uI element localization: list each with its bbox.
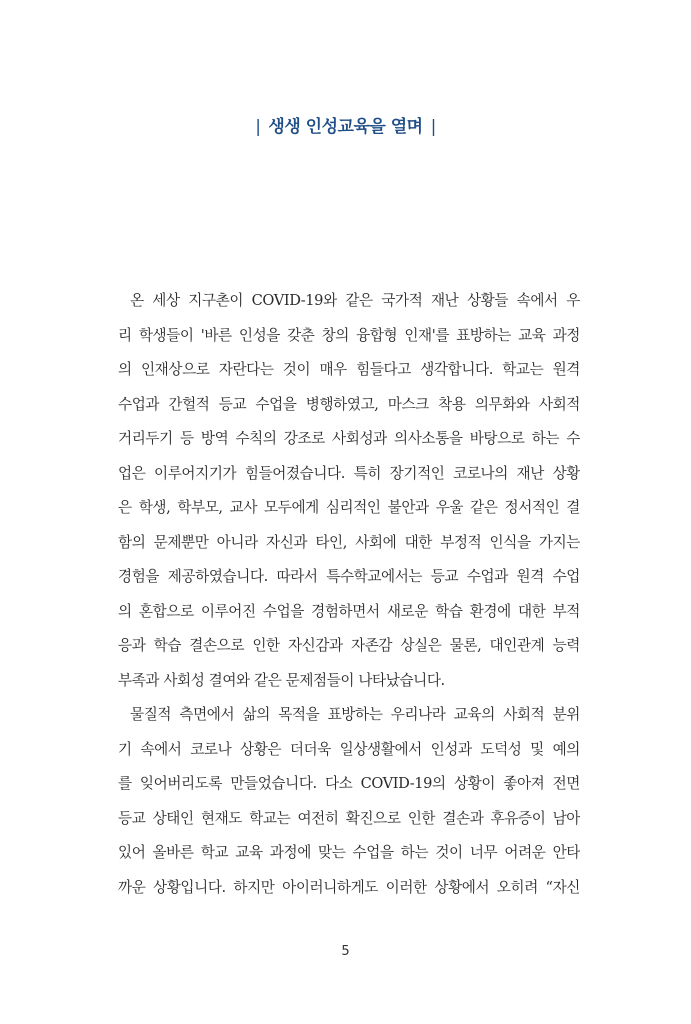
text-line: 리 학생들이 '바른 인성을 갖춘 창의 융합형 인재'를 표방하는 교육 과정: [118, 326, 580, 344]
text-line: 수업과 간헐적 등교 수업을 병행하였고, 마스크 착용 의무화와 사회적: [118, 395, 580, 413]
paragraph-2: [118, 698, 580, 905]
text-line: 함의 문제뿐만 아니라 자신과 타인, 사회에 대한 부정적 인식을 가지는: [118, 533, 580, 551]
page-number: 5: [341, 944, 350, 959]
text-line: 의 혼합으로 이루어진 수업을 경험하면서 새로운 학습 환경에 대한 부적: [118, 602, 580, 620]
text-line: 의 인재상으로 자란다는 것이 매우 힘들다고 생각합니다. 학교는 원격: [118, 361, 580, 378]
text-line: 은 학생, 학부모, 교사 모두에게 심리적인 불안과 우울 같은 정서적인 결: [118, 499, 580, 516]
body-text: [118, 284, 580, 905]
title-bar-left: |: [255, 117, 261, 137]
text-line: 까운 상황입니다. 하지만 아이러니하게도 이러한 상황에서 오히려 “자신: [118, 878, 580, 896]
text-line: 경험을 제공하였습니다. 따라서 특수학교에서는 등교 수업과 원격 수업: [118, 568, 580, 585]
text-line: 업은 이루어지기가 힘들어졌습니다. 특히 장기적인 코로나의 재난 상황: [118, 464, 580, 482]
text-line: 있어 올바른 학교 교육 과정에 맞는 수업을 하는 것이 너무 어려운 안타: [118, 844, 580, 861]
text-line: 부족과 사회성 결여와 같은 문제점들이 나타났습니다.: [118, 671, 445, 689]
text-line: 기 속에서 코로나 상황은 더더욱 일상생활에서 인성과 도덕성 및 예의: [118, 740, 580, 758]
text-line: 등교 상태인 현재도 학교는 여전히 확진으로 인한 결손과 후유증이 남아: [118, 809, 580, 827]
text-line: 거리두기 등 방역 수칙의 강조로 사회성과 의사소통을 바탕으로 하는 수: [118, 430, 580, 447]
chapter-title-text: 생생 인성교육을 열며: [268, 117, 423, 137]
title-bar-right: |: [430, 117, 436, 137]
text-line: 를 잊어버리도록 만들었습니다. 다소 COVID-19의 상황이 좋아져 전면: [118, 775, 580, 792]
paragraph-1: [118, 284, 580, 698]
text-line: 응과 학습 결손으로 인한 자신감과 자존감 상실은 물론, 대인관계 능력: [118, 637, 580, 654]
text-line: 물질적 측면에서 삶의 목적을 표방하는 우리나라 교육의 사회적 분위: [130, 706, 580, 723]
chapter-title: [0, 112, 691, 137]
text-line: 온 세상 지구촌이 COVID-19와 같은 국가적 재난 상황들 속에서 우: [130, 292, 580, 309]
